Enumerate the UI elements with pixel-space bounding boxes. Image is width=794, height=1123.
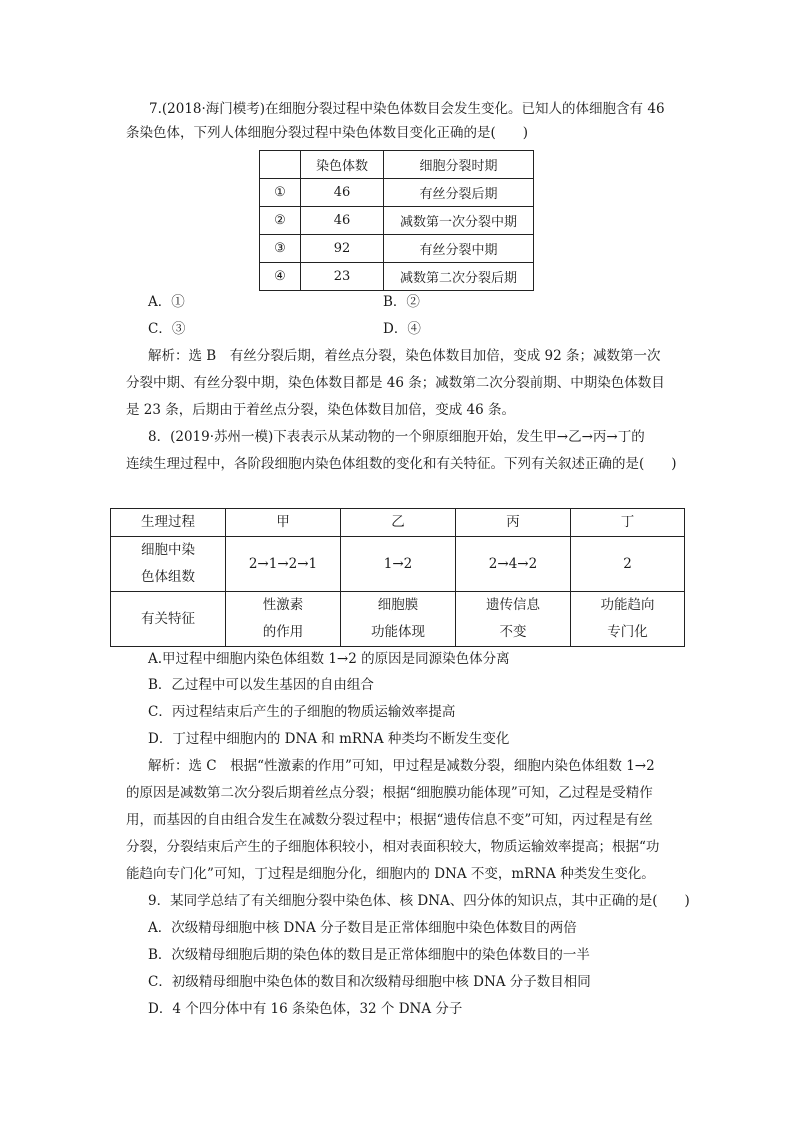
- table-row: [260, 263, 534, 291]
- table-cell: 92: [301, 235, 384, 263]
- table-cell: 有丝分裂中期: [384, 235, 534, 263]
- table-header-row: [260, 151, 534, 179]
- cell-line: 不变: [499, 624, 527, 640]
- table-cell: 细胞分裂时期: [384, 151, 534, 179]
- q8-stem-line1: 8．(2019·苏州一模)下表表示从某动物的一个卵原细胞开始，发生甲→乙→丙→丁的: [148, 429, 645, 445]
- q7-stem-line2: 条染色体，下列人体细胞分裂过程中染色体数目变化正确的是( ): [126, 125, 529, 141]
- q8-analysis-line2: 的原因是减数第二次分裂后期着丝点分裂；根据“细胞膜功能体现”可知，乙过程是受精作: [126, 785, 653, 801]
- q8-option-b: B．乙过程中可以发生基因的自由组合: [148, 677, 374, 693]
- cell-line: 功能体现: [371, 624, 425, 640]
- q8-analysis-line5: 能趋向专门化”可知，丁过程是细胞分化，细胞内的 DNA 不变，mRNA 种类发生变化。: [126, 866, 655, 882]
- table-cell: 减数第二次分裂后期: [384, 263, 534, 291]
- table-cell: 甲: [226, 509, 341, 537]
- cell-line: 功能趋向: [600, 597, 655, 613]
- table-cell: 生理过程: [111, 509, 226, 537]
- q7-option-c: C．③: [148, 321, 186, 337]
- cell-line: 专门化: [607, 624, 648, 640]
- table-cell: 46: [301, 179, 384, 207]
- q9-option-d: D．4 个四分体中有 16 条染色体，32 个 DNA 分子: [148, 1001, 463, 1017]
- table-cell: 染色体数: [301, 151, 384, 179]
- q9-stem-line1: 9．某同学总结了有关细胞分裂中染色体、核 DNA、四分体的知识点，其中正确的是( ): [148, 893, 690, 909]
- cell-line: 性激素: [262, 597, 304, 613]
- table-cell: [456, 592, 571, 647]
- q7-analysis-line1: 解析：选 B 有丝分裂后期，着丝点分裂，染色体数目加倍，变成 92 条；减数第一次: [148, 348, 661, 364]
- table-row: [260, 179, 534, 207]
- table-cell: ④: [260, 263, 301, 291]
- table-cell: 丙: [456, 509, 571, 537]
- table-cell: ②: [260, 207, 301, 235]
- table-cell: 2: [571, 537, 685, 592]
- table-row: [260, 235, 534, 263]
- table-cell: [341, 592, 456, 647]
- cell-line: 细胞中染: [141, 542, 195, 558]
- q9-option-a: A．次级精母细胞中核 DNA 分子数目是正常体细胞中染色体数目的两倍: [148, 920, 577, 936]
- table-cell: 46: [301, 207, 384, 235]
- table-cell: [260, 151, 301, 179]
- table-cell: 减数第一次分裂中期: [384, 207, 534, 235]
- table-cell: 乙: [341, 509, 456, 537]
- q8-option-c: C．丙过程结束后产生的子细胞的物质运输效率提高: [148, 704, 456, 720]
- table-cell: 2→1→2→1: [226, 537, 341, 592]
- q8-analysis-line1: 解析：选 C 根据“性激素的作用”可知，甲过程是减数分裂，细胞内染色体组数 1→2: [148, 758, 655, 774]
- table-cell: [571, 592, 685, 647]
- table-cell: 丁: [571, 509, 685, 537]
- table-cell: [226, 592, 341, 647]
- q8-analysis-line4: 分裂，分裂结束后产生的子细胞体积较小，相对表面积较大，物质运输效率提高；根据“功: [126, 839, 660, 855]
- q7-analysis-line2: 分裂中期、有丝分裂中期，染色体数目都是 46 条；减数第二次分裂前期、中期染色体数目: [126, 375, 665, 391]
- q8-table: [110, 508, 685, 647]
- q7-stem-line1: 7.(2018·海门模考)在细胞分裂过程中染色体数目会发生变化。已知人的体细胞含有 46: [149, 101, 665, 117]
- cell-line: 遗传信息: [486, 597, 540, 613]
- table-cell: 有丝分裂后期: [384, 179, 534, 207]
- q8-option-d: D．丁过程中细胞内的 DNA 和 mRNA 种类均不断发生变化: [148, 731, 510, 747]
- table-cell: [111, 537, 226, 592]
- q8-stem-line2: 连续生理过程中，各阶段细胞内染色体组数的变化和有关特征。下列有关叙述正确的是( ): [126, 456, 677, 472]
- table-cell: ③: [260, 235, 301, 263]
- table-cell: ①: [260, 179, 301, 207]
- table-cell: 1→2: [341, 537, 456, 592]
- q7-option-d: D．④: [383, 321, 421, 337]
- table-row: [111, 537, 685, 592]
- cell-line: 色体组数: [141, 569, 195, 585]
- table-header-row: [111, 509, 685, 537]
- q9-option-c: C．初级精母细胞中染色体的数目和次级精母细胞中核 DNA 分子数目相同: [148, 974, 591, 990]
- q8-option-a: A.甲过程中细胞内染色体组数 1→2 的原因是同源染色体分离: [148, 651, 510, 667]
- table-row: [260, 207, 534, 235]
- q7-option-b: B．②: [383, 294, 420, 310]
- q9-option-b: B．次级精母细胞后期的染色体的数目是正常体细胞中的染色体数目的一半: [148, 947, 590, 963]
- q7-analysis-line3: 是 23 条，后期由于着丝点分裂，染色体数目加倍，变成 46 条。: [126, 402, 516, 418]
- q8-analysis-line3: 用，而基因的自由组合发生在减数分裂过程中；根据“遗传信息不变”可知，丙过程是有丝: [126, 812, 653, 828]
- table-cell: 2→4→2: [456, 537, 571, 592]
- q7-table: [259, 150, 534, 291]
- table-row: [111, 592, 685, 647]
- table-cell: 有关特征: [111, 592, 226, 647]
- q7-option-a: A．①: [148, 294, 185, 310]
- cell-line: 细胞膜: [377, 597, 419, 613]
- table-cell: 23: [301, 263, 384, 291]
- cell-line: 的作用: [262, 624, 304, 640]
